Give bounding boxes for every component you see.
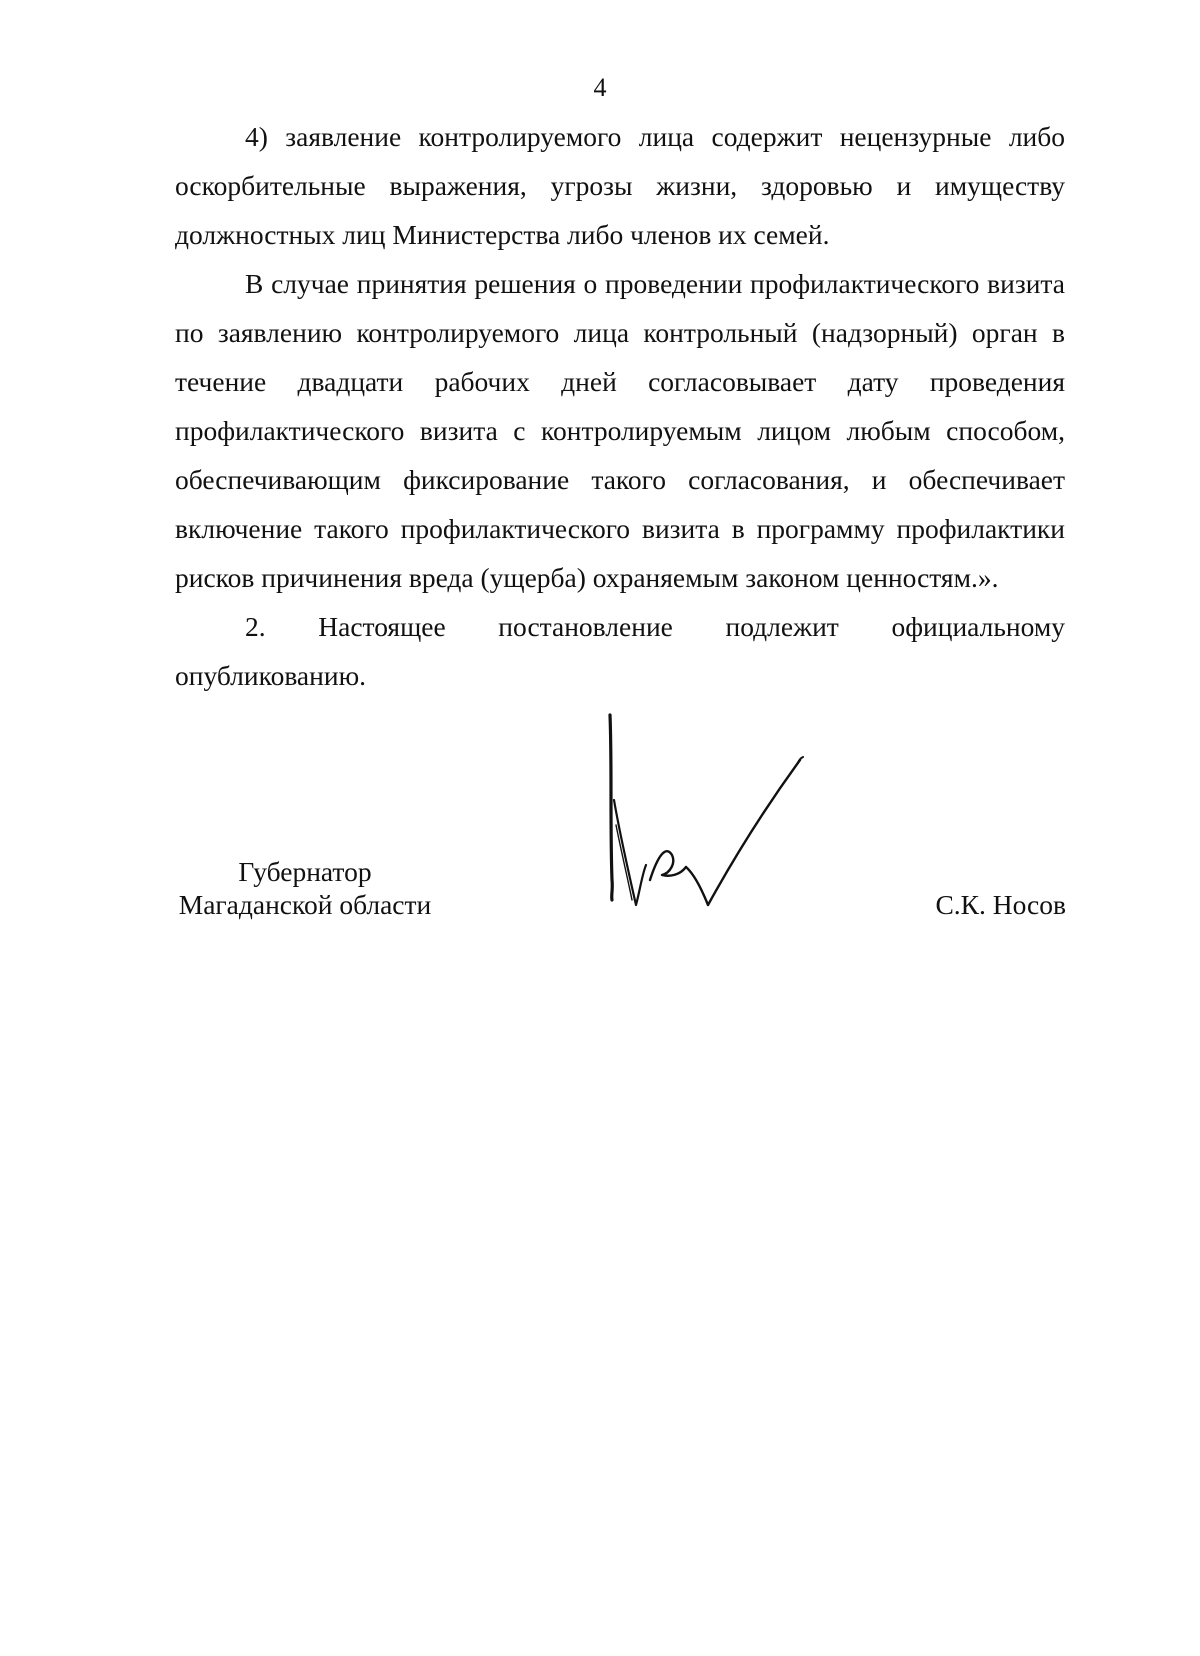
page-number: 4 bbox=[593, 73, 607, 102]
document-body bbox=[175, 112, 1065, 700]
signatory-position bbox=[170, 855, 440, 921]
paragraph-preventive-visit: В случае принятия решения о проведении профилактического визита по заявлению контролируемого лица контрольный (надзорный) орган в течение двадцати рабочих дней согласовывает дату проведения профилактического визита с контролируемым лицом любым способом, обеспечивающим фиксирование такого согласования, и обеспечивает включение такого профилактического визита в программу профилактики рисков причинения вреда (ущерба) охраняемым законом ценностям.». bbox=[175, 268, 1065, 593]
signatory-position-line1: Губернатор bbox=[238, 856, 372, 887]
signatory-position-line2: Магаданской области bbox=[178, 889, 432, 920]
paragraph-publication: 2. Настоящее постановление подлежит официальному опубликованию. bbox=[175, 611, 1065, 691]
handwritten-signature bbox=[600, 705, 840, 945]
signatory-name: С.К. Носов bbox=[935, 889, 1066, 920]
paragraph-item-4: 4) заявление контролируемого лица содержит нецензурные либо оскорбительные выражения, угрозы жизни, здоровью и имуществу должностных лиц Министерства либо членов их семей. bbox=[175, 121, 1065, 250]
